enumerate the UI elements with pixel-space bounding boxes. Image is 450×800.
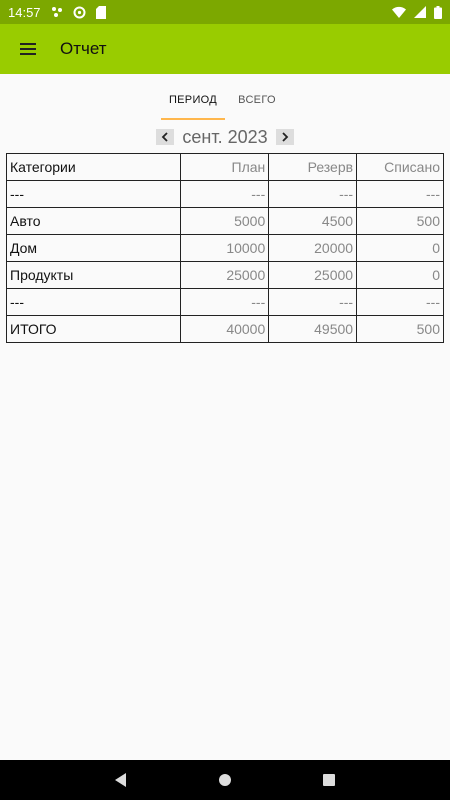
sd-card-icon xyxy=(96,6,106,19)
back-button[interactable] xyxy=(111,770,131,790)
header-spent: Списано xyxy=(357,154,444,181)
cell-spent: 500 xyxy=(357,316,444,343)
tab-total[interactable]: ВСЕГО xyxy=(238,94,276,106)
cell-plan: --- xyxy=(181,181,269,208)
table-header-row xyxy=(7,154,444,181)
header-plan: План xyxy=(181,154,269,181)
home-button[interactable] xyxy=(215,770,235,790)
menu-button[interactable] xyxy=(0,24,56,74)
table-row[interactable] xyxy=(7,289,444,316)
next-period-button[interactable] xyxy=(276,129,294,145)
cell-reserve: 49500 xyxy=(269,316,357,343)
cell-plan: 10000 xyxy=(181,235,269,262)
cell-category: --- xyxy=(7,181,181,208)
header-reserve: Резерв xyxy=(269,154,357,181)
cell-spent: --- xyxy=(357,289,444,316)
table-row[interactable] xyxy=(7,181,444,208)
chevron-left-icon xyxy=(161,132,169,142)
status-bar xyxy=(0,0,450,24)
cell-category: Авто xyxy=(7,208,181,235)
back-triangle-icon xyxy=(115,773,127,787)
status-time: 14:57 xyxy=(8,4,41,20)
table-total-row xyxy=(7,316,444,343)
table-row[interactable] xyxy=(7,262,444,289)
cell-reserve: --- xyxy=(269,181,357,208)
cell-spent: 0 xyxy=(357,235,444,262)
recents-square-icon xyxy=(323,774,335,786)
hamburger-menu-icon xyxy=(20,43,36,55)
app-bar xyxy=(0,24,450,74)
wifi-icon xyxy=(392,6,406,18)
sync-icon xyxy=(73,6,86,19)
tab-period[interactable]: ПЕРИОД xyxy=(161,88,225,120)
cell-category: --- xyxy=(7,289,181,316)
system-navigation-bar xyxy=(0,760,450,800)
recents-button[interactable] xyxy=(319,770,339,790)
cell-spent: 500 xyxy=(357,208,444,235)
battery-icon xyxy=(434,6,442,19)
signal-icon xyxy=(414,6,426,18)
cell-category: ИТОГО xyxy=(7,316,181,343)
header-category: Категории xyxy=(7,154,181,181)
app-title: Отчет xyxy=(60,39,107,58)
cell-reserve: --- xyxy=(269,289,357,316)
cell-reserve: 4500 xyxy=(269,208,357,235)
cell-category: Дом xyxy=(7,235,181,262)
cell-spent: --- xyxy=(357,181,444,208)
notification-dots-icon xyxy=(51,6,63,18)
cell-plan: 5000 xyxy=(181,208,269,235)
cell-reserve: 25000 xyxy=(269,262,357,289)
previous-period-button[interactable] xyxy=(156,129,174,145)
cell-plan: 40000 xyxy=(181,316,269,343)
report-table xyxy=(6,153,444,343)
tab-bar xyxy=(0,88,450,120)
cell-reserve: 20000 xyxy=(269,235,357,262)
table-row[interactable] xyxy=(7,208,444,235)
table-row[interactable] xyxy=(7,235,444,262)
home-circle-icon xyxy=(218,773,232,787)
cell-plan: 25000 xyxy=(181,262,269,289)
chevron-right-icon xyxy=(281,132,289,142)
cell-plan: --- xyxy=(181,289,269,316)
period-navigator xyxy=(0,126,450,148)
period-label: сент. 2023 xyxy=(182,126,268,147)
cell-category: Продукты xyxy=(7,262,181,289)
cell-spent: 0 xyxy=(357,262,444,289)
